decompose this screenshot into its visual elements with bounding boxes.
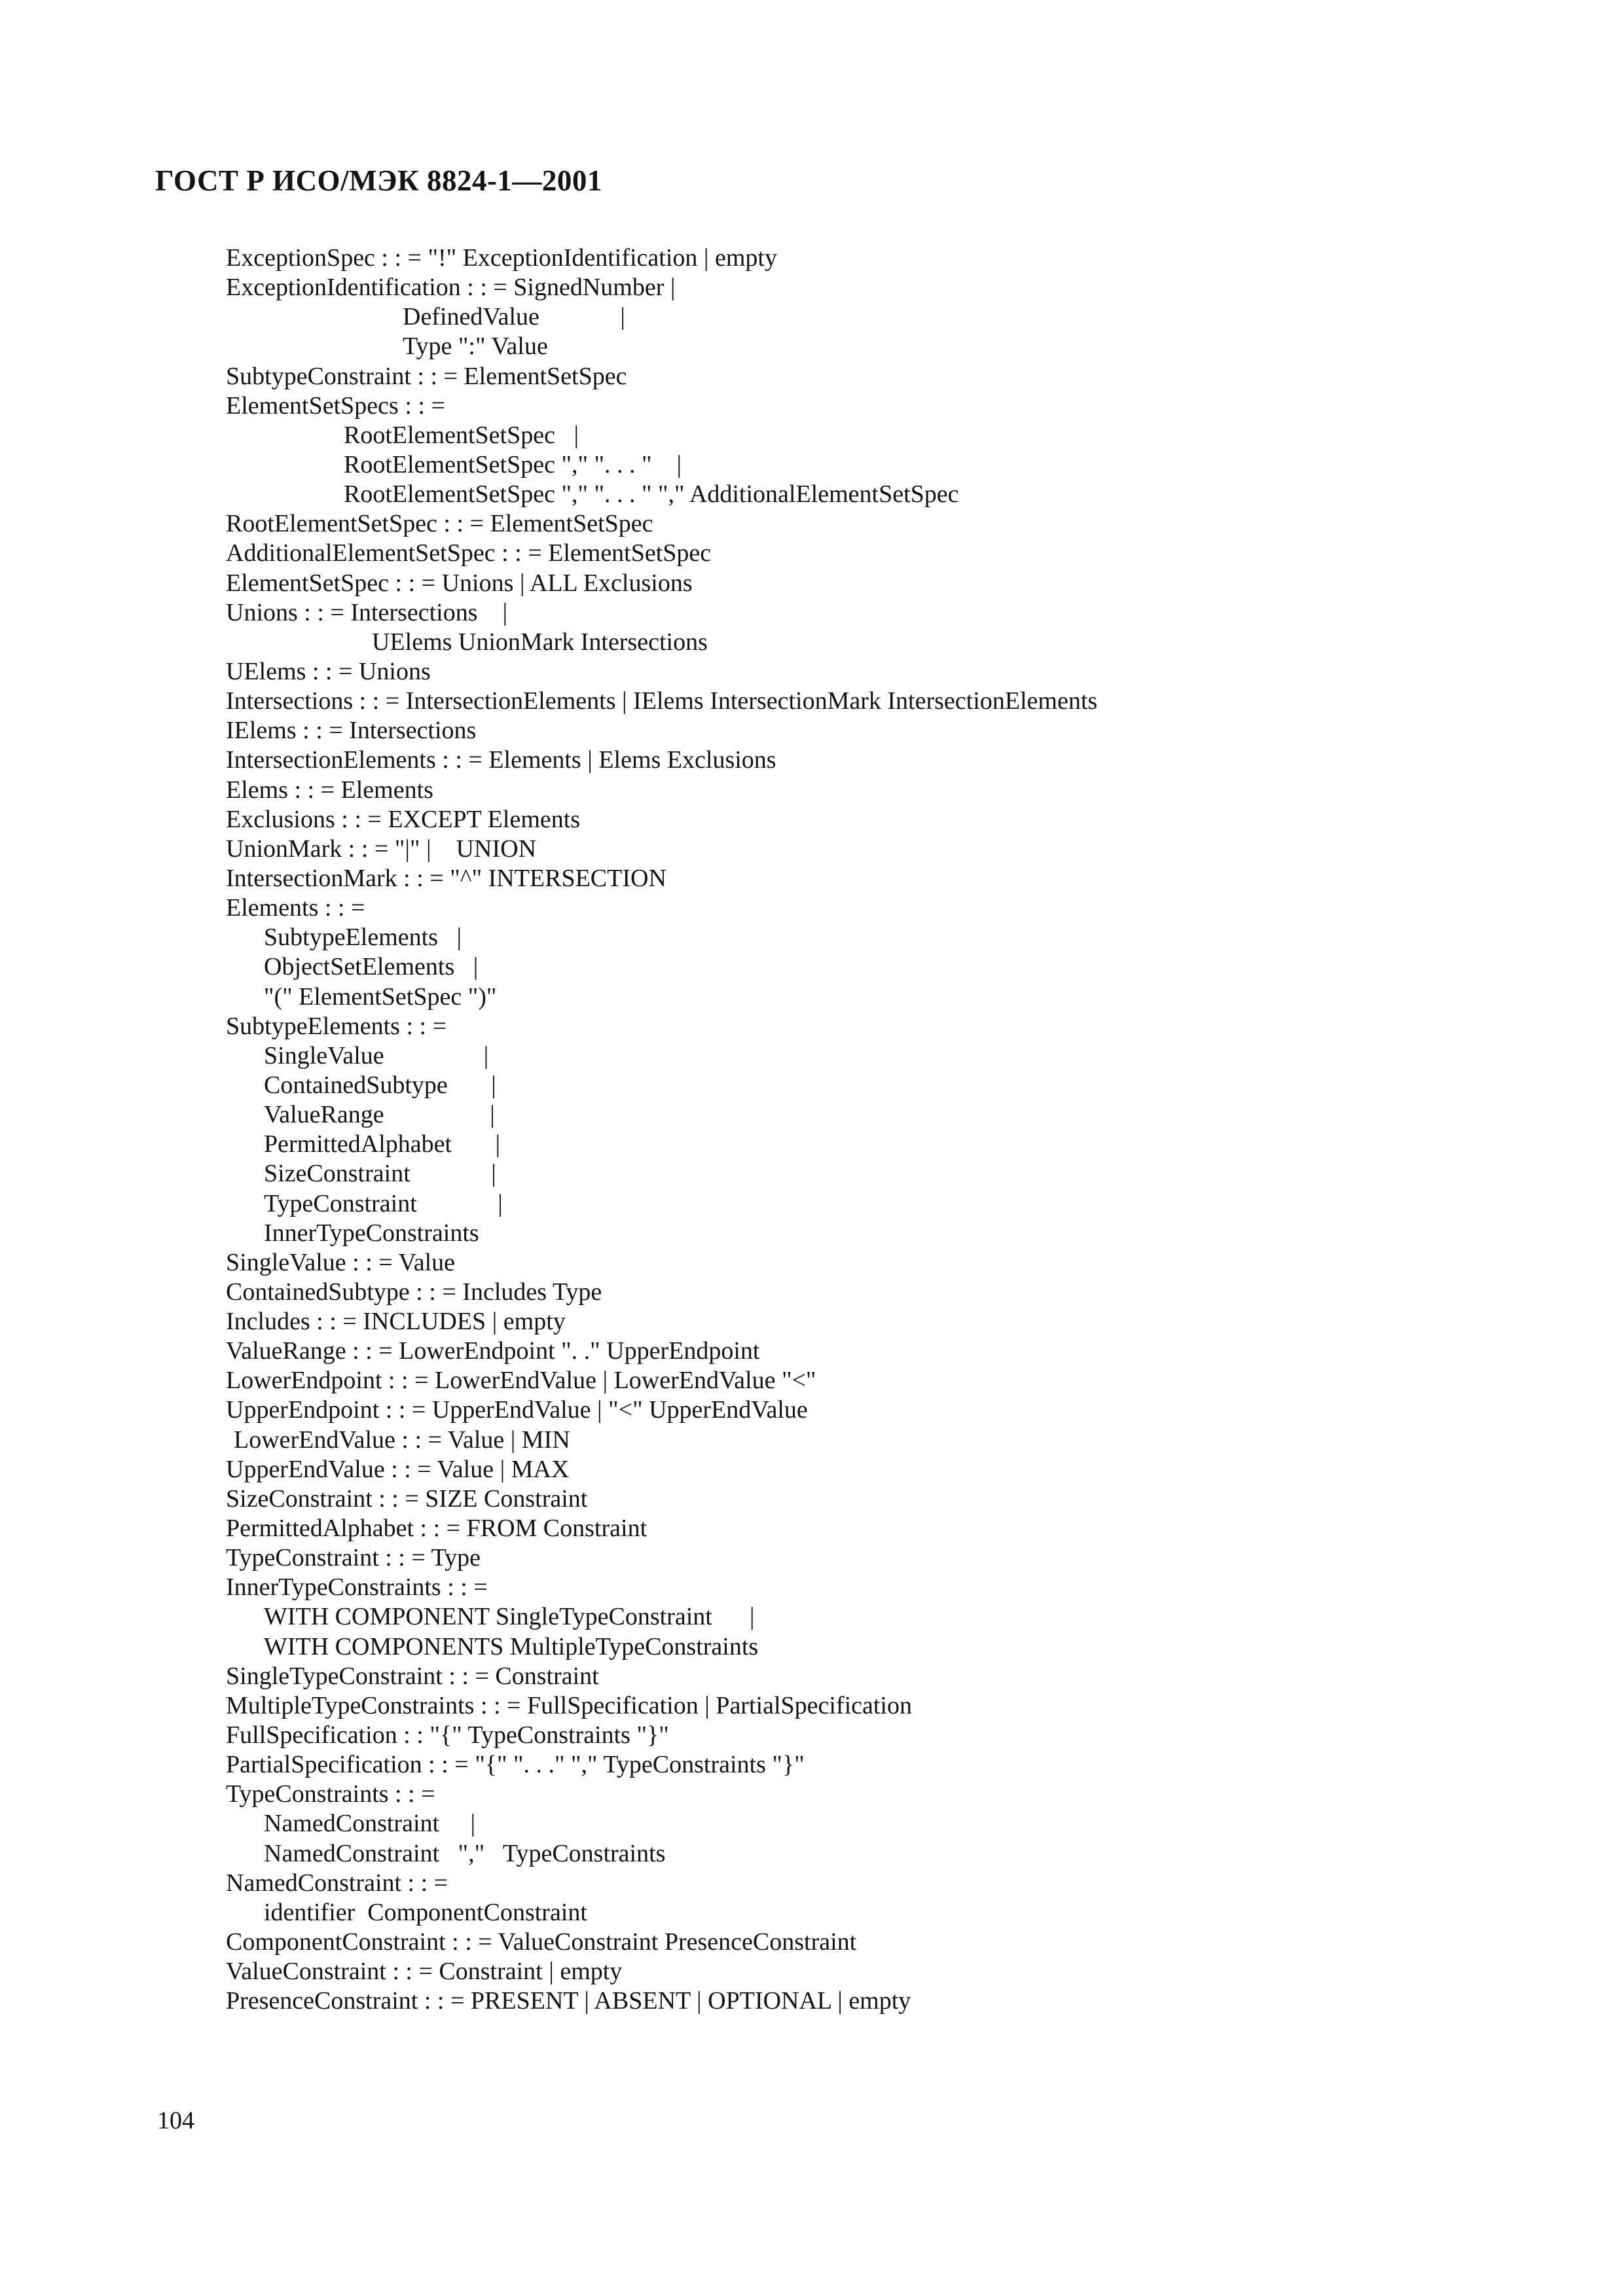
grammar-line: InnerTypeConstraints (264, 1219, 479, 1247)
grammar-line: NamedConstraint | (264, 1810, 476, 1838)
grammar-line: NamedConstraint : : = (226, 1869, 448, 1897)
grammar-line: UpperEndValue : : = Value | MAX (226, 1455, 570, 1483)
grammar-line: PermittedAlphabet | (264, 1130, 501, 1158)
grammar-line: ObjectSetElements | (264, 953, 479, 981)
grammar-line: SizeConstraint | (264, 1160, 496, 1188)
grammar-line: SubtypeConstraint : : = ElementSetSpec (226, 362, 627, 390)
grammar-line: AdditionalElementSetSpec : : = ElementSetSpec (226, 539, 712, 567)
grammar-line: RootElementSetSpec | (344, 421, 579, 449)
grammar-line: RootElementSetSpec : : = ElementSetSpec (226, 510, 653, 538)
grammar-line: LowerEndpoint : : = LowerEndValue | LowerEndValue "<" (226, 1367, 816, 1395)
grammar-line: "(" ElementSetSpec ")" (264, 982, 497, 1011)
grammar-line: Unions : : = Intersections | (226, 598, 508, 626)
grammar-line: IntersectionMark : : = "^" INTERSECTION (226, 864, 666, 892)
grammar-line: ExceptionSpec : : = "!" ExceptionIdentification | empty (226, 244, 777, 272)
grammar-line: InnerTypeConstraints : : = (226, 1573, 488, 1602)
grammar-line: UElems UnionMark Intersections (372, 628, 708, 656)
grammar-line: TypeConstraint : : = Type (226, 1544, 481, 1572)
grammar-line: IElems : : = Intersections (226, 717, 477, 745)
grammar-line: Intersections : : = IntersectionElements | IElems IntersectionMark IntersectionElements (226, 687, 1098, 715)
grammar-line: Exclusions : : = EXCEPT Elements (226, 805, 581, 833)
grammar-line: TypeConstraint | (264, 1189, 503, 1217)
grammar-line: ComponentConstraint : : = ValueConstraint PresenceConstraint (226, 1928, 857, 1956)
page-header: ГОСТ Р ИСО/МЭК 8824-1—2001 (155, 164, 602, 197)
grammar-line: ValueRange : : = LowerEndpoint ". ." UpperEndpoint (226, 1337, 760, 1365)
grammar-line: NamedConstraint "," TypeConstraints (264, 1839, 666, 1867)
grammar-line: RootElementSetSpec "," ". . . " | (344, 450, 682, 478)
grammar-line: identifier ComponentConstraint (264, 1898, 587, 1926)
grammar-line: RootElementSetSpec "," ". . . " "," AdditionalElementSetSpec (344, 480, 959, 509)
grammar-line: Includes : : = INCLUDES | empty (226, 1308, 566, 1336)
grammar-line: UElems : : = Unions (226, 657, 431, 685)
grammar-line: Elements : : = (226, 894, 365, 922)
grammar-listing (226, 243, 1535, 2016)
grammar-line: PresenceConstraint : : = PRESENT | ABSENT | OPTIONAL | empty (226, 1987, 911, 2015)
grammar-line: PartialSpecification : : = "{" ". . ." "," TypeConstraints "}" (226, 1751, 805, 1779)
grammar-line: TypeConstraints : : = (226, 1780, 435, 1808)
grammar-line: SubtypeElements : : = (226, 1012, 447, 1040)
grammar-line: ValueRange | (264, 1101, 495, 1129)
grammar-line: SubtypeElements | (264, 924, 462, 952)
grammar-line: ContainedSubtype | (264, 1071, 496, 1099)
grammar-line: SizeConstraint : : = SIZE Constraint (226, 1484, 588, 1513)
grammar-line: SingleValue | (264, 1041, 489, 1069)
grammar-line: DefinedValue | (403, 303, 626, 331)
grammar-line: ExceptionIdentification : : = SignedNumber | (226, 274, 676, 302)
grammar-line: SingleValue : : = Value (226, 1248, 456, 1276)
grammar-line: WITH COMPONENT SingleTypeConstraint | (264, 1603, 755, 1631)
grammar-line: MultipleTypeConstraints : : = FullSpecification | PartialSpecification (226, 1691, 912, 1719)
grammar-line: Type ":" Value (403, 332, 548, 361)
grammar-line: Elems : : = Elements (226, 776, 433, 804)
page-number: 104 (157, 2107, 194, 2134)
grammar-line: WITH COMPONENTS MultipleTypeConstraints (264, 1632, 759, 1660)
grammar-line: IntersectionElements : : = Elements | Elems Exclusions (226, 746, 776, 774)
grammar-line: UpperEndpoint : : = UpperEndValue | "<" UpperEndValue (226, 1396, 808, 1424)
grammar-line: UnionMark : : = "|" | UNION (226, 834, 537, 863)
grammar-line: PermittedAlphabet : : = FROM Constraint (226, 1515, 647, 1543)
grammar-line: ElementSetSpecs : : = (226, 391, 445, 420)
grammar-line: ContainedSubtype : : = Includes Type (226, 1278, 602, 1306)
grammar-line: LowerEndValue : : = Value | MIN (234, 1426, 570, 1454)
grammar-line: FullSpecification : : "{" TypeConstraints "}" (226, 1721, 669, 1749)
grammar-line: ElementSetSpec : : = Unions | ALL Exclusions (226, 569, 693, 597)
grammar-line: SingleTypeConstraint : : = Constraint (226, 1662, 599, 1690)
grammar-line: ValueConstraint : : = Constraint | empty (226, 1958, 623, 1986)
